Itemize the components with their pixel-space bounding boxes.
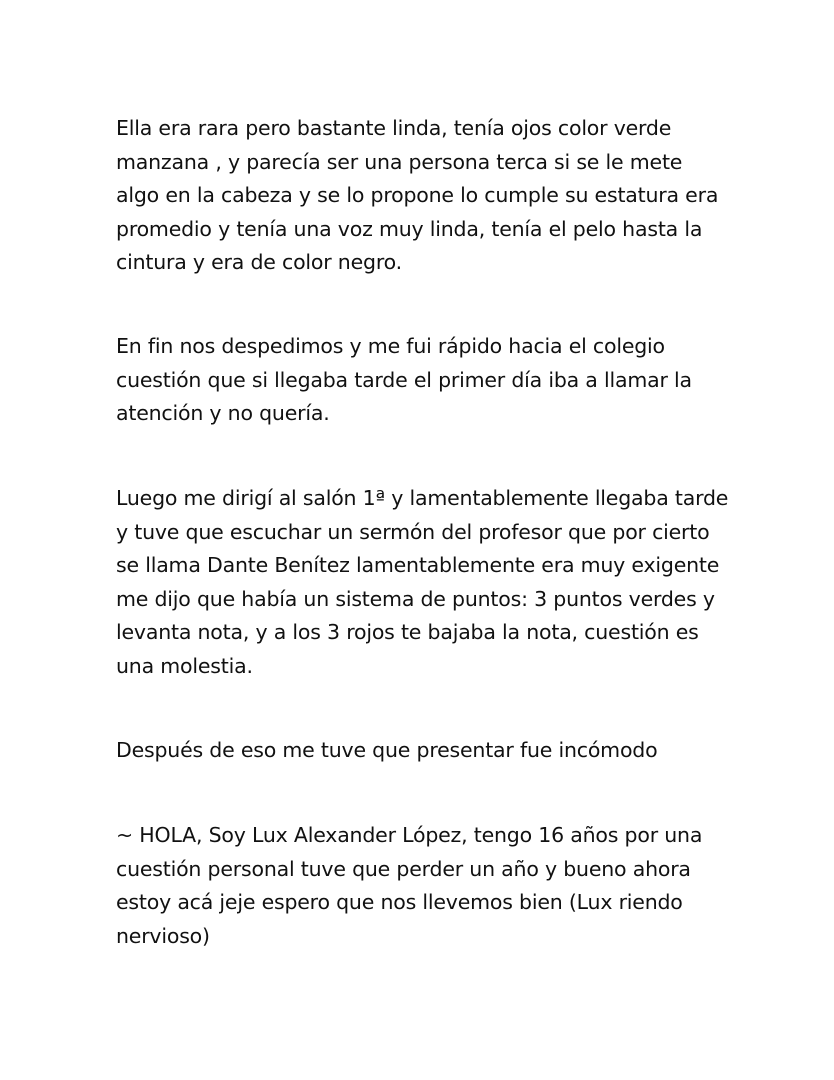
paragraph-farewell (116, 330, 736, 431)
text-line: algo en la cabeza y se lo propone lo cumple su estatura era (116, 183, 719, 207)
text-line: Ella era rara pero bastante linda, tenía ojos color verde (116, 116, 672, 140)
text-line: se llama Dante Benítez lamentablemente era muy exigente (116, 553, 720, 577)
text-line: levanta nota, y a los 3 rojos te bajaba la nota, cuestión es (116, 620, 699, 644)
text-line: cintura y era de color negro. (116, 250, 402, 274)
text-line: una molestia. (116, 653, 253, 678)
text-line: En fin nos despedimos y me fui rápido hacia el colegio (116, 334, 665, 358)
paragraph-presentation (116, 734, 736, 768)
text-line: atención y no quería. (116, 401, 330, 425)
paragraph-dialogue (116, 819, 736, 953)
paragraph-classroom (116, 482, 736, 683)
text-line: cuestión personal tuve que perder un año y bueno ahora (116, 856, 691, 881)
text-line: y tuve que escuchar un sermón del profesor que por cierto (116, 519, 710, 544)
text-line: manzana , y parecía ser una persona terca si se le mete (116, 149, 683, 174)
text-line: ~ HOLA, Soy Lux Alexander López, tengo 16 años por una (116, 823, 703, 847)
paragraph-description (116, 112, 736, 280)
text-line: me dijo que había un sistema de puntos: 3 puntos verdes y (116, 586, 715, 611)
text-line: Después de eso me tuve que presentar fue incómodo (116, 738, 658, 762)
text-line: cuestión que si llegaba tarde el primer día iba a llamar la (116, 367, 692, 392)
text-line: promedio y tenía una voz muy linda, tenía el pelo hasta la (116, 216, 703, 241)
text-line: nervioso) (116, 923, 210, 948)
text-line: estoy acá jeje espero que nos llevemos bien (Lux riendo (116, 890, 683, 914)
text-line: Luego me dirigí al salón 1ª y lamentablemente llegaba tarde (116, 486, 729, 510)
